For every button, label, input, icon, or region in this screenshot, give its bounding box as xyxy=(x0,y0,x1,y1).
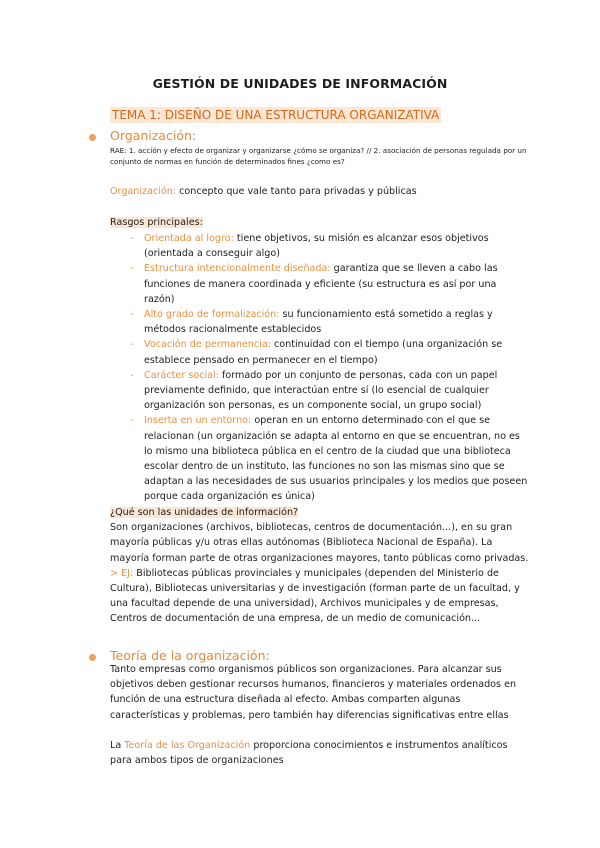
item-term: Vocación de permanencia: xyxy=(144,339,271,351)
item-text: formado por un conjunto de personas, cada con un papel previamente definido, que interactúan entre sí (lo esencial de cualquier organización son personas, es un componente social, un grupo social) xyxy=(144,369,498,412)
chapter-heading: TEMA 1: DISEÑO DE UNA ESTRUCTURA ORGANIZATIVA xyxy=(112,108,440,122)
concept-term: Organización: xyxy=(110,186,177,197)
bullet-icon xyxy=(89,654,96,661)
rasgos-heading: Rasgos principales: xyxy=(110,217,203,228)
ej-text: Bibliotecas públicas provinciales y municipales (dependen del Ministerio de Cultura), Bibliotecas universitarias y de investigación (forman parte de un facultad, y una facultad depende de una universidad), Archivos municipales y de empresas, Centros de documentación de una empresa, de un medio de comunicación... xyxy=(110,567,520,625)
item-term: Carácter social: xyxy=(144,369,219,381)
teoria-text: Tanto empresas como organismos públicos son organizaciones. Para alcanzar sus objetivos deben gestionar recursos humanos, financieros y materiales ordenados en función de una estructura diseñada al efecto. Ambas comparten algunas características y problemas, pero también hay diferencias significativas entre ellas xyxy=(110,664,517,721)
item-term: Alto grado de formalización: xyxy=(144,309,280,321)
document-title: GESTIÓN DE UNIDADES DE INFORMACIÓN xyxy=(152,76,448,91)
unidades-section xyxy=(110,505,530,627)
section-heading-teoria: Teoría de la organización: xyxy=(110,648,270,663)
p2-term: Teoría de las Organización xyxy=(124,740,251,751)
unidades-heading: ¿Qué son las unidades de información? xyxy=(110,507,299,518)
list-item: - Inserta en un entorno: operan en un entorno determinado con el que se relacionan (un organización se adapta al entorno en que se encuentran, no es lo mismo una biblioteca pública en el centro de la ciudad que una biblioteca escolar dentro de un instituto, las funciones no son las mismas sino que se adaptan a las necesidades de sus usuarios principales y los medios que poseen porque cada organización es única) xyxy=(130,415,528,503)
p2-text: proporciona conocimientos e instrumentos analíticos para ambos tipos de organizaciones xyxy=(110,740,508,767)
organizacion-concept xyxy=(110,184,530,199)
list-item: - Estructura intencionalmente diseñada: garantiza que se lleven a cabo las funciones de manera coordinada y eficiente (su estructura es así por una razón) xyxy=(130,263,498,305)
section-heading-organizacion: Organización: xyxy=(110,128,197,143)
item-text: operan en un entorno determinado con el que se relacionan (un organización se adapta al entorno en que se encuentran, no es lo mismo una biblioteca pública en el centro de la ciudad que una biblioteca escolar dentro de un instituto, las funciones no son las mismas sino que se adaptan a las necesidades de sus usuarios principales y los medios que poseen porque cada organización es única) xyxy=(144,415,528,503)
list-item: - Carácter social: formado por un conjunto de personas, cada con un papel previamente definido, que interactúan entre sí (lo esencial de cualquier organización son personas, es un componente social, un grupo social) xyxy=(130,369,498,412)
rae-definition: RAE: 1. acción y efecto de organizar y organizarse ¿cómo se organiza? // 2. asociación de personas regulada por un conjunto de normas en función de determinados fines ¿como es? xyxy=(110,146,527,166)
p2-pre: La xyxy=(110,740,125,751)
item-text: tiene objetivos, su misión es alcanzar esos objetivos (orientada a conseguir algo) xyxy=(144,233,489,260)
ej-label: > EJ: xyxy=(110,567,134,579)
item-term: Estructura intencionalmente diseñada: xyxy=(144,263,331,275)
item-text: su funcionamiento está sometido a reglas y métodos racionalmente establecidos xyxy=(144,309,493,336)
rasgos-list xyxy=(130,231,530,505)
item-term: Orientada al logro: xyxy=(144,233,234,244)
item-term: Inserta en un entorno: xyxy=(144,415,252,427)
teoria-paragraph-2 xyxy=(110,738,530,768)
bullet-icon xyxy=(89,134,96,141)
list-item: - Orientada al logro: tiene objetivos, su misión es alcanzar esos objetivos (orientada a conseguir algo) xyxy=(130,233,489,260)
item-text: garantiza que se lleven a cabo las funciones de manera coordinada y eficiente (su estructura es así por una razón) xyxy=(144,263,498,305)
list-item: - Alto grado de formalización: su funcionamiento está sometido a reglas y métodos racionalmente establecidos xyxy=(130,309,493,336)
rasgos-heading-wrap xyxy=(110,215,530,230)
concept-text: concepto que vale tanto para privadas y públicas xyxy=(176,186,417,197)
item-text: continuidad con el tiempo (una organización se establece pensado en permanecer en el tiempo) xyxy=(144,339,503,366)
list-item: - Vocación de permanencia: continuidad con el tiempo (una organización se establece pensado en permanecer en el tiempo) xyxy=(130,339,503,366)
unidades-text: Son organizaciones (archivos, bibliotecas, centros de documentación...), en su gran mayoría públicas y/u otras ellas autónomas (Biblioteca Nacional de España). La mayoría forman parte de otras organizaciones mayores, tanto públicas como privadas. xyxy=(110,522,529,564)
